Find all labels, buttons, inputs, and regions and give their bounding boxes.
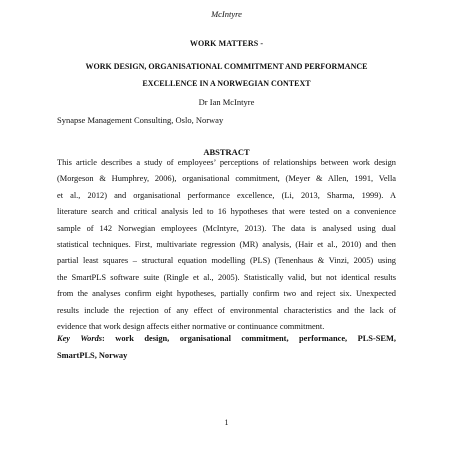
title-line-2: WORK DESIGN, ORGANISATIONAL COMMITMENT AND PERFORMANCE xyxy=(85,62,368,71)
keywords-line-1 xyxy=(57,330,396,347)
abstract-line: results include the rejection of any effect of environmental characteristics and the lack of xyxy=(57,305,396,315)
abstract-line: the SmartPLS software suite (Ringle et al., 2005). Statistically valid, but not identical results xyxy=(57,272,396,282)
keywords-label: Key Words xyxy=(57,334,103,343)
keywords-list-part-1: : work design, organisational commitment, performance, PLS-SEM, xyxy=(102,334,396,343)
page-number: 1 xyxy=(224,418,229,427)
running-head: McIntyre xyxy=(211,9,242,19)
title-line-3: EXCELLENCE IN A NORWEGIAN CONTEXT xyxy=(142,79,311,88)
author-name: Dr Ian McIntyre xyxy=(198,97,255,107)
abstract-line: sample of 142 Norwegian employees (McIntyre, 2013). The data is analysed using dual xyxy=(57,223,396,233)
abstract-line: evidence that work design affects either normative or continuance commitment. xyxy=(57,322,325,332)
author-affiliation: Synapse Management Consulting, Oslo, Norway xyxy=(57,115,224,125)
abstract-line: This article describes a study of employees’ perceptions of relationships between work design xyxy=(57,158,396,167)
abstract-line: partial least squares – structural equation modelling (PLS) (Tenenhaus & Vinzi, 2005) using xyxy=(57,256,396,266)
abstract-heading: ABSTRACT xyxy=(203,147,250,157)
abstract-line: (Morgeson & Humphrey, 2006), organisational commitment, (Meyer & Allen, 1991, Vella xyxy=(57,174,396,184)
abstract-line: from the analyses confirm eight hypotheses, partially confirm two and reject six. Unexpected xyxy=(57,289,396,299)
keywords-block xyxy=(57,330,396,364)
title-block xyxy=(30,58,423,92)
keywords-list-part-2: SmartPLS, Norway xyxy=(57,351,128,360)
abstract-line: literature search and critical analysis led to 16 hypotheses that were tested on a convenience xyxy=(57,207,396,217)
abstract-line: statistical techniques. First, multivariate regression (MR) analysis, (Hair et al., 2010) and then xyxy=(57,240,396,250)
abstract-body xyxy=(57,155,396,335)
title-line-1: WORK MATTERS - xyxy=(189,39,264,48)
abstract-line: et al., 2012) and organisational performance excellence, (Li, 2013, Sharma, 1999). A xyxy=(57,190,396,200)
